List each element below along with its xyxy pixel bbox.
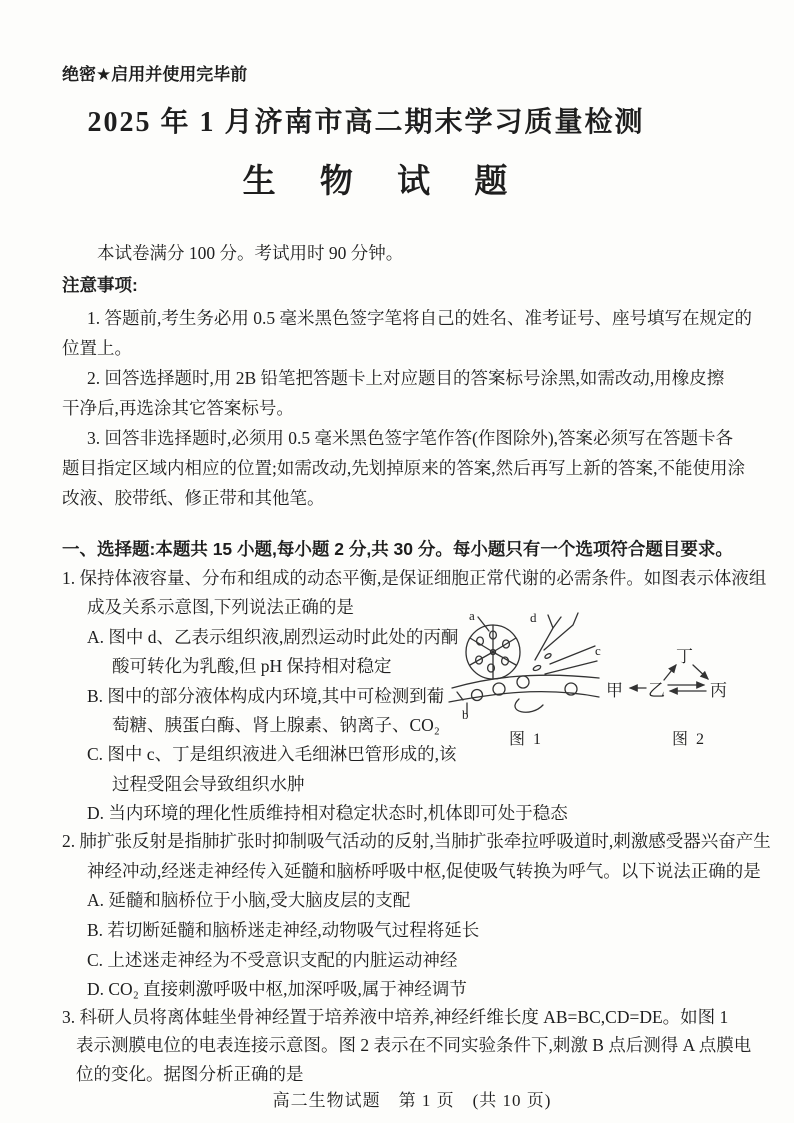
fig1-label-c: c: [595, 643, 601, 658]
fig1-label-d: d: [530, 610, 537, 625]
question-2-option-c: C. 上述迷走神经为不受意识支配的内脏运动神经: [87, 949, 458, 970]
page-title: 2025 年 1 月济南市高二期末学习质量检测: [87, 107, 645, 138]
fig2-node-bing: 丙: [710, 681, 727, 700]
notice-line: 1. 答题前,考生务必用 0.5 毫米黑色签字笔将自己的姓名、准考证号、座号填写在规定的: [87, 308, 752, 328]
fluid-relation-diagram: [598, 636, 780, 718]
question-1-option-b: 萄糖、胰蛋白酶、肾上腺素、钠离子、CO₂: [112, 714, 440, 735]
notice-line: 位置上。: [62, 338, 132, 358]
question-2-option-d: D. CO₂ 直接刺激呼吸中枢,加深呼吸,属于神经调节: [87, 979, 467, 1000]
question-2-text: 神经冲动,经迷走神经传入延髓和脑桥呼吸中枢,促使吸气转换为呼气。以下说法正确的是: [87, 860, 761, 881]
fig1-label-b: b: [462, 707, 469, 720]
notice-line: 题目指定区域内相应的位置;如需改动,先划掉原来的答案,然后再写上新的答案,不能使用涂: [62, 458, 745, 478]
figure-1-caption: 图 1: [508, 731, 543, 748]
figure-2: [598, 636, 780, 749]
question-2-option-b: B. 若切断延髓和脑桥迷走神经,动物吸气过程将延长: [87, 920, 480, 941]
exam-summary-line: 本试卷满分 100 分。考试用时 90 分钟。: [97, 243, 404, 263]
section-1-heading: 一、选择题:本题共 15 小题,每小题 2 分,共 30 分。每小题只有一个选项符合题目要求。: [62, 539, 733, 559]
question-1-option-a: A. 图中 d、乙表示组织液,剧烈运动时此处的丙酮: [87, 626, 459, 647]
subject-title: 生 物 试 题: [242, 164, 526, 200]
question-2: [62, 827, 771, 1005]
notice-line: 干净后,再选涂其它答案标号。: [62, 398, 294, 418]
figure-1: [447, 608, 605, 749]
question-1-option-a: 酸可转化为乳酸,但 pH 保持相对稳定: [112, 656, 392, 677]
secret-classification-label: 绝密★启用并使用完毕前: [62, 65, 248, 84]
question-1-option-c: C. 图中 c、丁是组织液进入毛细淋巴管形成的,该: [87, 744, 457, 765]
question-3-text: 3. 科研人员将离体蛙坐骨神经置于培养液中培养,神经纤维长度 AB=BC,CD=DE。如图 1: [62, 1007, 729, 1027]
fig1-label-a: a: [469, 608, 475, 623]
fig2-node-ding: 丁: [676, 647, 693, 666]
notice-heading: 注意事项:: [62, 275, 138, 295]
question-2-text: 2. 肺扩张反射是指肺扩张时抑制吸气活动的反射,当肺扩张牵拉呼吸道时,刺激感受器兴奋产生: [62, 831, 771, 851]
question-1-text: 1. 保持体液容量、分布和组成的动态平衡,是保证细胞正常代谢的必需条件。如图表示体液组: [62, 568, 767, 588]
figure-2-caption: 图 2: [671, 731, 706, 748]
page-footer: 高二生物试题 第 1 页 (共 10 页): [272, 1091, 552, 1110]
fig2-node-jia: 甲: [606, 681, 623, 700]
fig2-node-yi: 乙: [648, 681, 665, 700]
question-1-option-c: 过程受阻会导致组织水肿: [112, 773, 305, 794]
question-2-option-a: A. 延髓和脑桥位于小脑,受大脑皮层的支配: [87, 890, 411, 911]
question-3-text: 表示测膜电位的电表连接示意图。图 2 表示在不同实验条件下,刺激 B 点后测得 A 点膜电: [76, 1035, 752, 1056]
question-1-option-b: B. 图中的部分液体构成内环境,其中可检测到葡: [87, 685, 445, 706]
body-fluid-diagram: [447, 608, 605, 720]
notice-block: [62, 303, 754, 513]
question-3-text: 位的变化。据图分析正确的是: [76, 1063, 304, 1084]
question-3: [62, 1003, 751, 1088]
notice-line: 3. 回答非选择题时,必须用 0.5 毫米黑色签字笔作答(作图除外),答案必须写在答题卡各: [87, 428, 734, 448]
notice-line: 2. 回答选择题时,用 2B 铅笔把答题卡上对应题目的答案标号涂黑,如需改动,用橡皮擦: [87, 368, 725, 388]
question-1-text: 成及关系示意图,下列说法正确的是: [87, 597, 354, 618]
question-1-option-d: D. 当内环境的理化性质维持相对稳定状态时,机体即可处于稳态: [87, 803, 568, 824]
notice-line: 改液、胶带纸、修正带和其他笔。: [62, 488, 325, 508]
